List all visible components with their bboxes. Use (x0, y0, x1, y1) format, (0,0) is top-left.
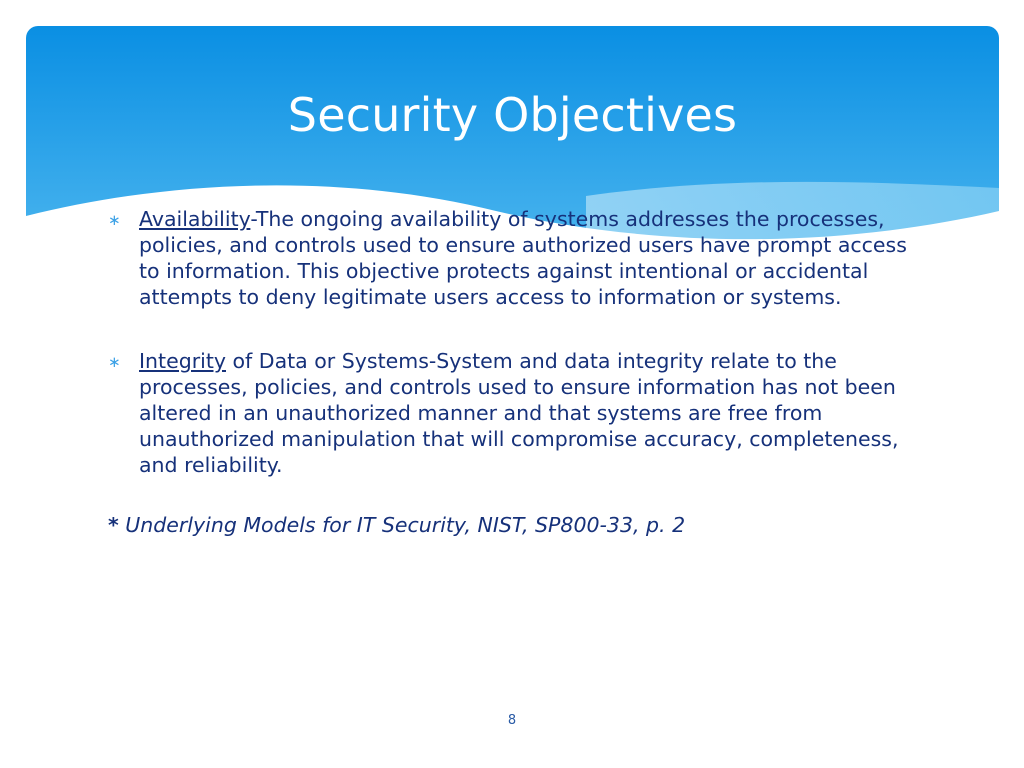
page-number: 8 (507, 713, 517, 728)
citation-note (108, 512, 918, 538)
term-availability: Availability (139, 207, 251, 231)
note-citation: Underlying Models for IT Security, NIST, SP800-33, p. 2 (118, 513, 686, 537)
bullet-text: of Data or Systems-System and data integrity relate to the processes, policies, and controls used to ensure information has not been altered in an unauthorized manner and that systems are free from unauthorized manipulation that will compromise accuracy, completeness, and reliability. (139, 349, 899, 477)
term-integrity: Integrity (139, 349, 226, 373)
bullet-marker-icon: ∗ (108, 211, 121, 229)
bullet-integrity (108, 348, 918, 478)
slide-title: Security Objectives (287, 88, 738, 142)
bullet-availability (108, 206, 918, 310)
slide-content (108, 206, 918, 559)
bullet-marker-icon: ∗ (108, 353, 121, 371)
bullet-text: -The ongoing availability of systems addresses the processes, policies, and controls used to ensure authorized users have prompt access to information. This objective protects against intentional or accidental attempts to deny legitimate users access to information or systems. (139, 207, 907, 309)
note-star: * (108, 513, 119, 537)
